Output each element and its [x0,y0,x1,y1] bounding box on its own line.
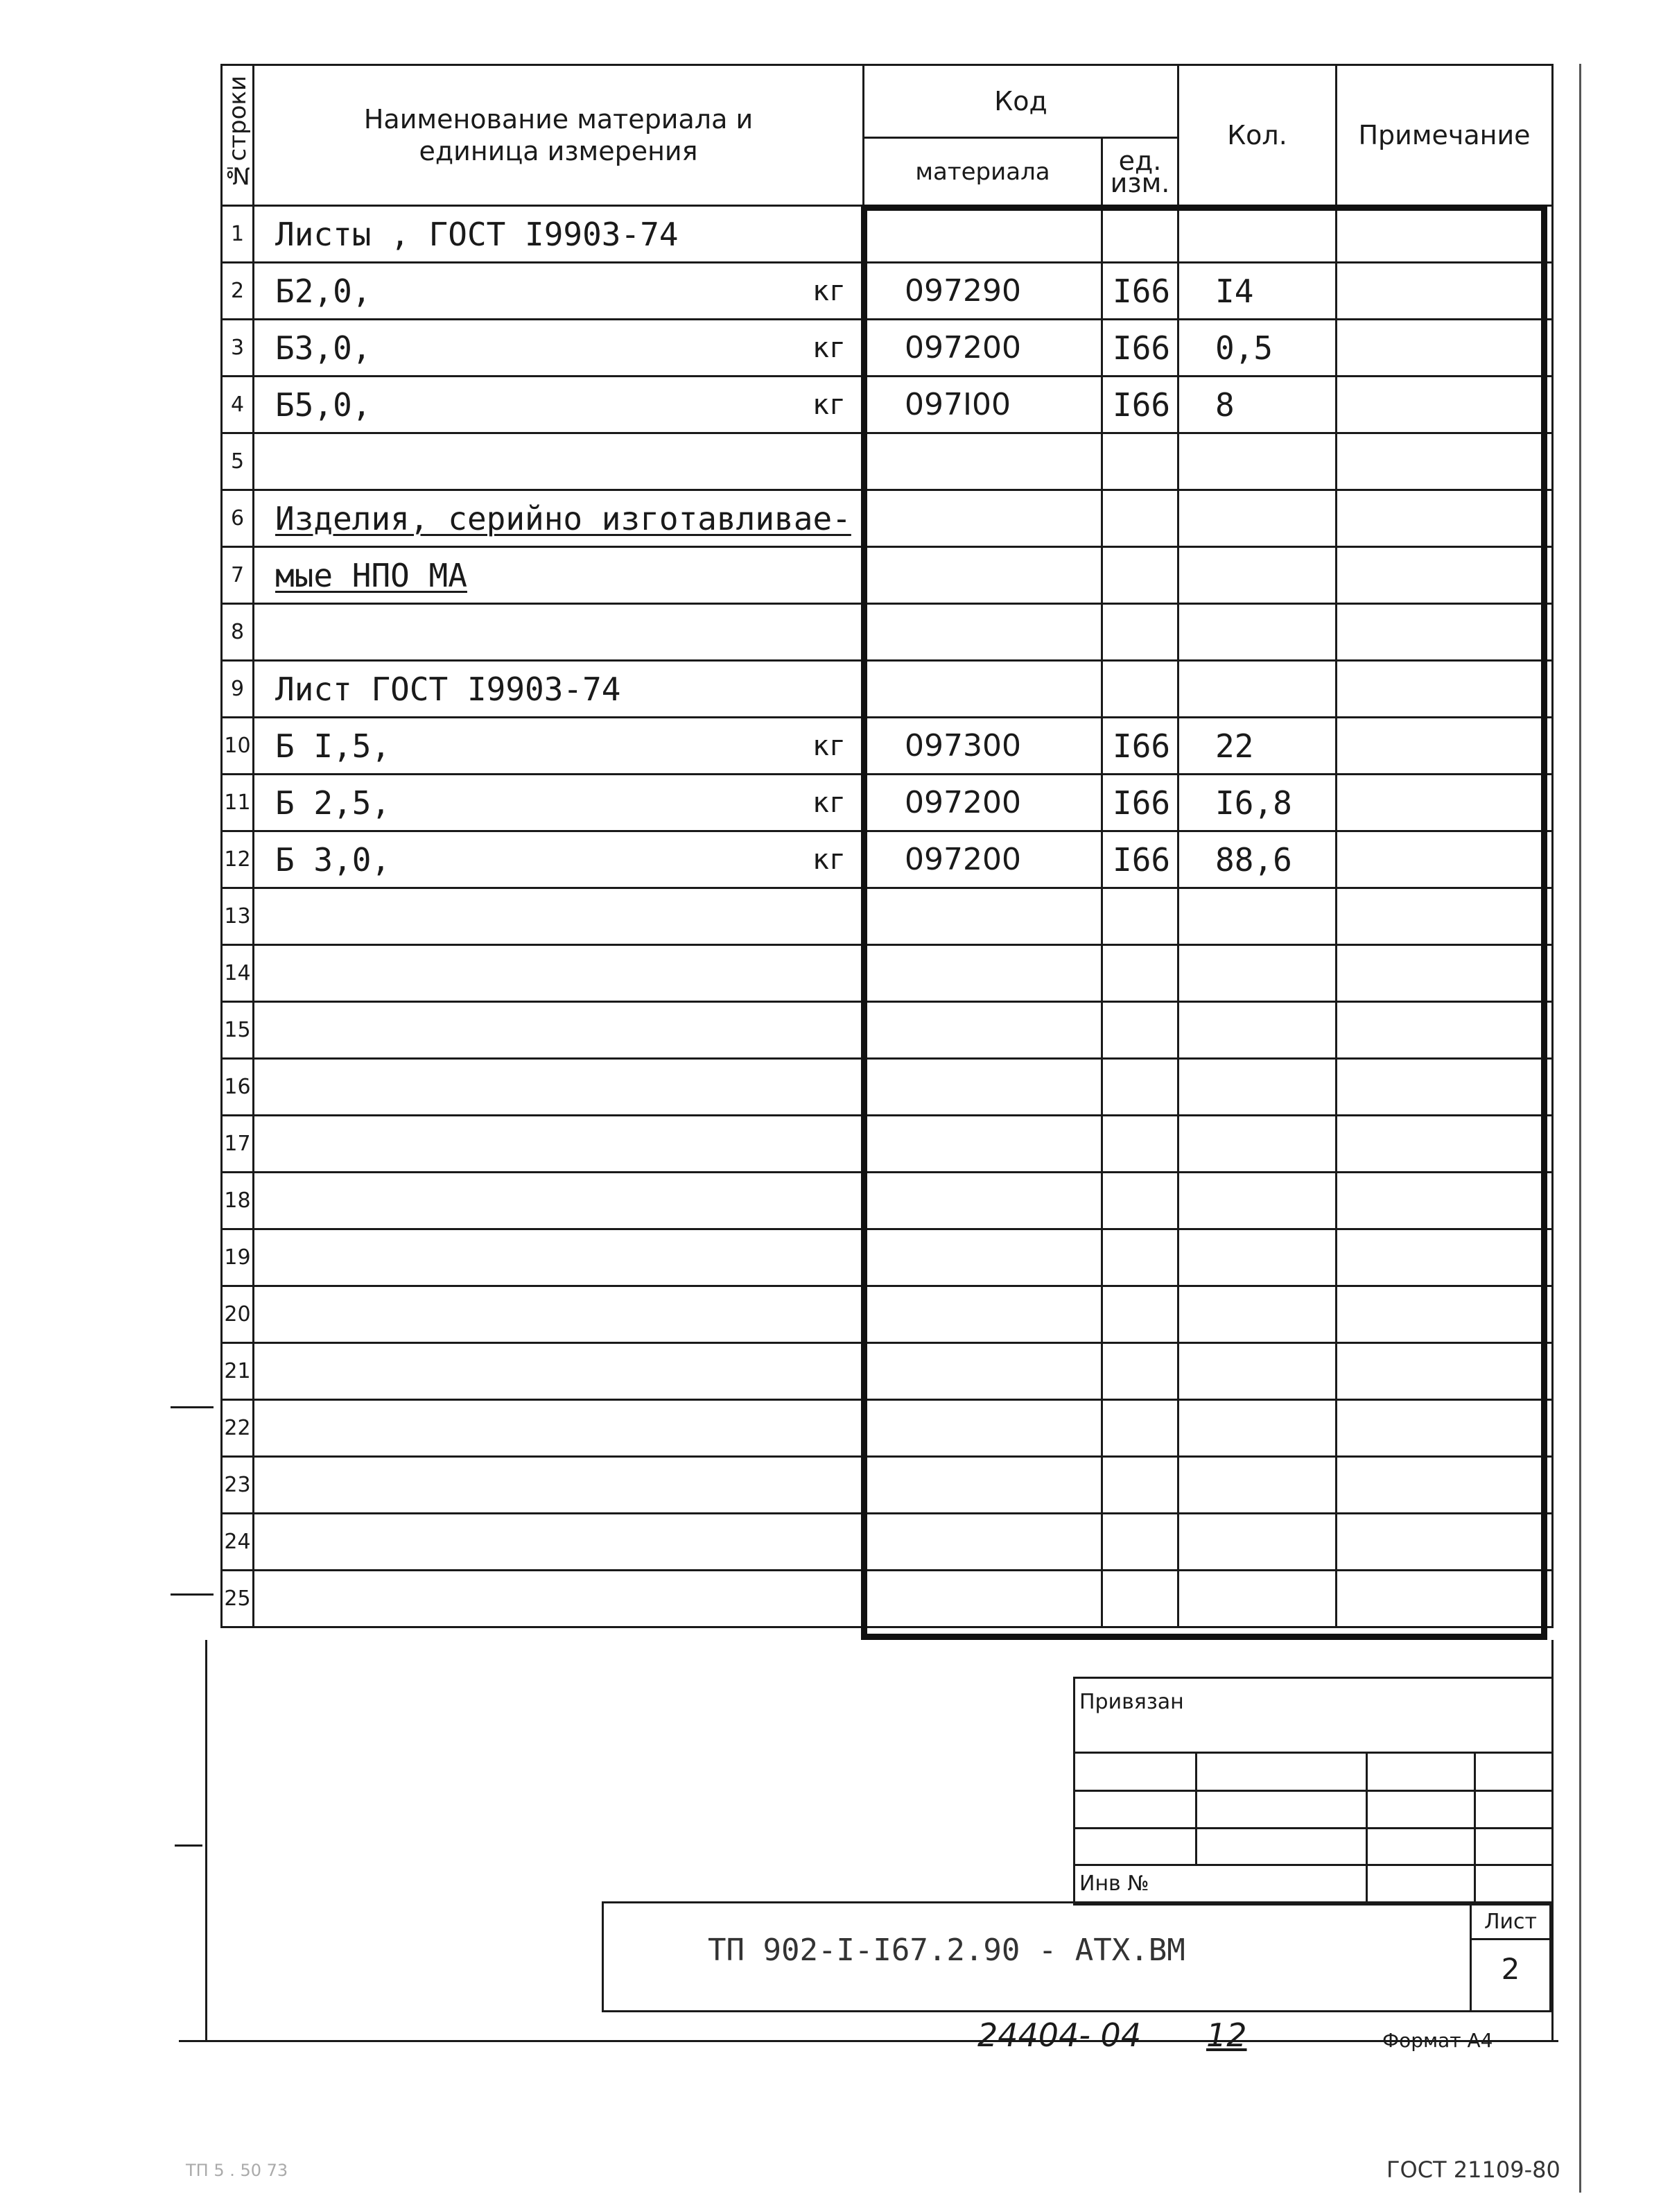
header-note: Примечание [1337,65,1553,206]
material-name-text: Б2,0, [275,272,372,310]
note [1337,1286,1553,1343]
quantity: 8 [1178,377,1337,433]
unit-text: кг [812,388,846,421]
quantity: I6,8 [1178,775,1337,831]
inventory-number-label: Инв № [1075,1865,1367,1904]
row-number: 17 [222,1116,254,1173]
unit-code [1102,1002,1178,1059]
row-number: 10 [222,718,254,775]
quantity: 0,5 [1178,320,1337,377]
quantity [1178,1116,1337,1173]
material-code [864,1400,1102,1457]
row-number: 18 [222,1173,254,1229]
material-name [254,1059,864,1116]
table-row [222,1514,1553,1571]
table-row [222,1173,1553,1229]
quantity [1178,1514,1337,1571]
header-code: Код [864,65,1178,138]
material-name [254,490,864,547]
material-code [864,1343,1102,1400]
material-name [254,1002,864,1059]
note [1337,1400,1553,1457]
print-mark: ТП 5 . 50 73 [186,2161,288,2180]
table-row [222,377,1553,433]
material-name [254,604,864,661]
table-row [222,1116,1553,1173]
table-row [222,320,1553,377]
material-code: 097290 [864,263,1102,320]
material-code [864,1457,1102,1514]
quantity [1178,490,1337,547]
table-row [222,1286,1553,1343]
material-name [254,1286,864,1343]
material-code [864,945,1102,1002]
unit-code [1102,1173,1178,1229]
note [1337,1229,1553,1286]
material-code [864,433,1102,490]
material-name [254,1400,864,1457]
note [1337,1173,1553,1229]
format-label: Формат А4 [1382,2029,1493,2052]
quantity [1178,1002,1337,1059]
note [1337,1514,1553,1571]
header-code-material: материала [864,138,1102,206]
material-name-text: Б 3,0, [275,840,391,879]
row-number: 16 [222,1059,254,1116]
note [1337,718,1553,775]
row-number: 9 [222,661,254,718]
material-code [864,1173,1102,1229]
row-number: 12 [222,831,254,888]
note [1337,1343,1553,1400]
unit-code: I66 [1102,718,1178,775]
unit-code [1102,433,1178,490]
table-row [222,888,1553,945]
material-code [864,1059,1102,1116]
material-code [864,888,1102,945]
row-number: 11 [222,775,254,831]
unit-code [1102,888,1178,945]
table-row [222,263,1553,320]
title-block [602,1901,1551,2012]
material-name [254,377,864,433]
quantity: 22 [1178,718,1337,775]
page-edge-line [1579,64,1581,2193]
quantity [1178,1059,1337,1116]
material-code: 097300 [864,718,1102,775]
quantity: I4 [1178,263,1337,320]
table-row [222,1571,1553,1627]
unit-code [1102,1400,1178,1457]
material-name-text: мые НПО МА [275,556,467,594]
material-code [864,1571,1102,1627]
material-name-text: Листы , ГОСТ I9903-74 [275,215,679,253]
note [1337,263,1553,320]
unit-code [1102,1457,1178,1514]
note [1337,1116,1553,1173]
material-code [864,1514,1102,1571]
quantity [1178,433,1337,490]
header-material-name: Наименование материала и единица измерения [254,65,864,206]
quantity [1178,1286,1337,1343]
unit-code: I66 [1102,775,1178,831]
table-row [222,661,1553,718]
table-row [222,718,1553,775]
table-row [222,547,1553,604]
material-name [254,433,864,490]
material-code [864,1116,1102,1173]
material-code: 097200 [864,831,1102,888]
handwritten-number: 24404- 04 [977,2016,1142,2054]
note [1337,1059,1553,1116]
material-code [864,604,1102,661]
row-number: 15 [222,1002,254,1059]
material-name-text: Б 2,5, [275,784,391,822]
note [1337,661,1553,718]
note [1337,945,1553,1002]
table-row [222,1059,1553,1116]
note [1337,547,1553,604]
frame-left-line [205,1640,207,2042]
table-row [222,490,1553,547]
note [1337,490,1553,547]
note [1337,1002,1553,1059]
row-number: 14 [222,945,254,1002]
table-row [222,433,1553,490]
material-code [864,490,1102,547]
unit-text: кг [812,331,846,364]
table-row [222,831,1553,888]
margin-tick [175,1844,202,1847]
quantity [1178,206,1337,263]
material-name [254,718,864,775]
unit-code [1102,604,1178,661]
sheet-number: 2 [1501,1952,1520,1986]
note [1337,604,1553,661]
material-name-text: Б3,0, [275,329,372,367]
material-name-text: Б I,5, [275,727,391,765]
unit-code: I66 [1102,320,1178,377]
margin-tick [171,1406,214,1408]
material-code [864,1229,1102,1286]
note [1337,320,1553,377]
unit-text: кг [812,786,846,819]
quantity [1178,1571,1337,1627]
material-name [254,320,864,377]
material-code [864,661,1102,718]
table-row [222,1457,1553,1514]
unit-code: I66 [1102,831,1178,888]
handwritten-page: 12 [1206,2016,1247,2054]
margin-tick [171,1593,214,1596]
header-row-number: №строки [222,65,254,206]
quantity [1178,604,1337,661]
material-name [254,888,864,945]
header-quantity: Кол. [1178,65,1337,206]
table-row [222,1229,1553,1286]
material-name-text: Изделия, серийно изготавливае- [275,499,851,537]
row-number: 22 [222,1400,254,1457]
quantity [1178,1173,1337,1229]
material-name [254,206,864,263]
gost-label: ГОСТ 21109-80 [1386,2157,1560,2183]
row-number: 24 [222,1514,254,1571]
material-name [254,1229,864,1286]
material-name [254,263,864,320]
material-name [254,945,864,1002]
unit-code [1102,1116,1178,1173]
row-number: 19 [222,1229,254,1286]
binding-block [1073,1677,1554,1906]
material-name [254,547,864,604]
quantity [1178,888,1337,945]
row-number: 2 [222,263,254,320]
row-number: 23 [222,1457,254,1514]
material-code [864,1286,1102,1343]
material-code: 097200 [864,775,1102,831]
table-row [222,1343,1553,1400]
note [1337,1457,1553,1514]
quantity [1178,1457,1337,1514]
unit-code [1102,1229,1178,1286]
sheet-label: Лист [1472,1906,1549,1940]
note [1337,377,1553,433]
material-name [254,775,864,831]
frame-bottom-line [179,2040,1558,2042]
row-number: 8 [222,604,254,661]
table-row [222,604,1553,661]
row-number: 13 [222,888,254,945]
note [1337,433,1553,490]
header-code-unit: ед. изм. [1102,138,1178,206]
materials-table [220,64,1554,1628]
row-number: 20 [222,1286,254,1343]
material-name [254,1173,864,1229]
quantity [1178,547,1337,604]
material-name [254,1457,864,1514]
material-name [254,1343,864,1400]
material-code [864,1002,1102,1059]
table-row [222,1002,1553,1059]
unit-code: I66 [1102,263,1178,320]
material-name [254,661,864,718]
row-number: 21 [222,1343,254,1400]
row-number: 1 [222,206,254,263]
sheet-box [1470,1903,1549,2012]
material-code: 097I00 [864,377,1102,433]
unit-text: кг [812,729,846,762]
note [1337,1571,1553,1627]
unit-code [1102,945,1178,1002]
material-name-text: Лист ГОСТ I9903-74 [275,670,621,708]
material-name [254,1514,864,1571]
unit-text: кг [812,843,846,876]
note [1337,888,1553,945]
row-number: 4 [222,377,254,433]
material-name-text: Б5,0, [275,386,372,424]
material-name [254,831,864,888]
material-name [254,1116,864,1173]
row-number: 5 [222,433,254,490]
row-number: 3 [222,320,254,377]
unit-code: I66 [1102,377,1178,433]
material-code: 097200 [864,320,1102,377]
table-row [222,1400,1553,1457]
unit-code [1102,1571,1178,1627]
row-number: 7 [222,547,254,604]
table-row [222,775,1553,831]
material-code [864,206,1102,263]
unit-code [1102,1514,1178,1571]
note [1337,206,1553,263]
unit-code [1102,490,1178,547]
document-code: ТП 902-I-I67.2.90 - АТХ.ВМ [708,1933,1185,1968]
material-code [864,547,1102,604]
row-number: 25 [222,1571,254,1627]
note [1337,831,1553,888]
quantity [1178,661,1337,718]
unit-code [1102,547,1178,604]
table-row [222,206,1553,263]
unit-code [1102,1343,1178,1400]
binding-label: Привязан [1075,1678,1553,1753]
material-name [254,1571,864,1627]
unit-code [1102,661,1178,718]
unit-text: кг [812,275,846,307]
unit-code [1102,1286,1178,1343]
note [1337,775,1553,831]
quantity [1178,1343,1337,1400]
unit-code [1102,1059,1178,1116]
row-number: 6 [222,490,254,547]
quantity [1178,1229,1337,1286]
quantity [1178,945,1337,1002]
unit-code [1102,206,1178,263]
table-row [222,945,1553,1002]
quantity [1178,1400,1337,1457]
quantity: 88,6 [1178,831,1337,888]
